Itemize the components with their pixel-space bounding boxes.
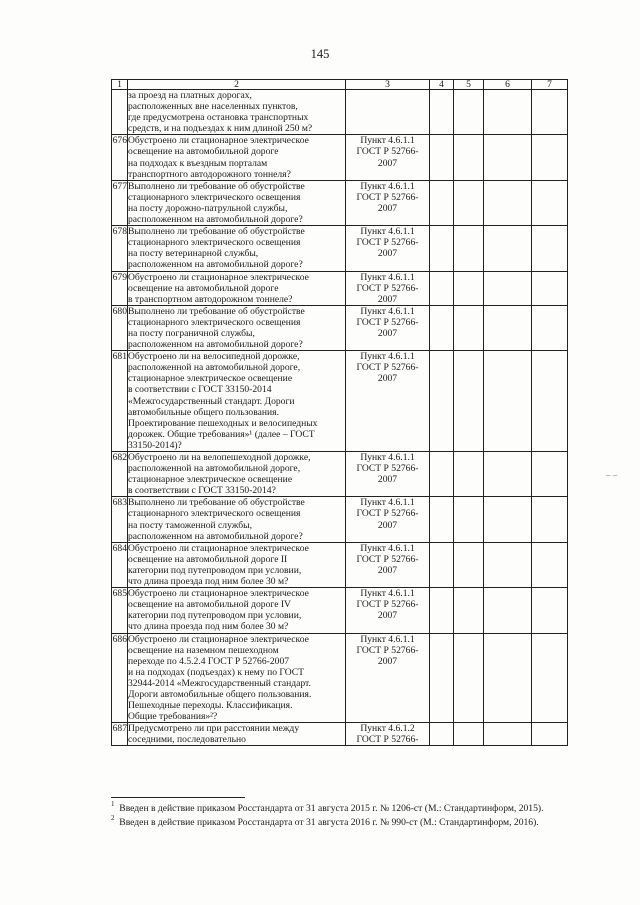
table-row xyxy=(112,588,568,633)
reference-cell xyxy=(346,452,430,497)
question-cell xyxy=(128,135,346,180)
question-line: 32944-2014 «Межгосударственный стандарт. xyxy=(128,677,311,689)
question-line: расположенном на автомобильной дороге? xyxy=(128,214,303,226)
question-line: на посту ветеринарной службы, xyxy=(128,248,259,260)
question-line: в соответствии с ГОСТ 33150-2014? xyxy=(128,485,276,497)
answer-cell-col-5[interactable] xyxy=(454,633,484,723)
question-line: стационарное электрическое освещение xyxy=(128,373,293,385)
question-line: автомобильные общего пользования. xyxy=(128,406,279,418)
question-line: Обустроено ли стационарное электрическое xyxy=(128,271,309,283)
answer-cell-col-5[interactable] xyxy=(454,180,484,225)
column-header: 2 xyxy=(128,80,346,90)
reference-cell xyxy=(346,271,430,305)
answer-cell-col-7[interactable] xyxy=(532,180,568,225)
row-number: 681 xyxy=(112,351,128,452)
row-number: 687 xyxy=(112,723,128,746)
answer-cell-col-7[interactable] xyxy=(532,633,568,723)
question-line: стационарного электрического освещения xyxy=(128,191,301,203)
question-line: стационарное электрическое освещение xyxy=(128,474,293,486)
column-header: 3 xyxy=(346,80,430,90)
edge-mark: – – xyxy=(606,470,618,480)
reference-line: ГОСТ Р 52766- xyxy=(356,237,419,249)
reference-line: 2007 xyxy=(377,293,398,305)
answer-cell-col-5[interactable] xyxy=(454,305,484,350)
reference-line: 2007 xyxy=(377,474,398,486)
answer-cell-col-4[interactable] xyxy=(430,135,454,180)
answer-cell-col-4[interactable] xyxy=(430,90,454,135)
question-cell xyxy=(128,90,346,135)
answer-cell-col-7[interactable] xyxy=(532,497,568,542)
answer-cell-col-6[interactable] xyxy=(484,180,532,225)
reference-line: 2007 xyxy=(377,202,398,214)
reference-line: 2007 xyxy=(377,655,398,667)
question-line: на подходах к въездным порталам xyxy=(128,157,268,169)
question-line: на посту таможенной службы, xyxy=(128,519,252,531)
reference-cell xyxy=(346,226,430,271)
table-row xyxy=(112,452,568,497)
question-cell xyxy=(128,723,346,746)
answer-cell-col-5[interactable] xyxy=(454,135,484,180)
question-line: Дороги автомобильные общего пользования. xyxy=(128,688,312,700)
reference-cell xyxy=(346,542,430,587)
answer-cell-col-6[interactable] xyxy=(484,588,532,633)
reference-line: 2007 xyxy=(377,327,398,339)
table-row xyxy=(112,271,568,305)
question-cell xyxy=(128,271,346,305)
reference-line: Пункт 4.6.1.1 xyxy=(360,305,415,317)
row-number: 684 xyxy=(112,542,128,587)
reference-cell xyxy=(346,135,430,180)
footnote-text: Введен в действие приказом Росстандарта от 31 августа 2015 г. № 1206-ст (М.: Стандартинформ, 2015). xyxy=(119,803,544,815)
question-line: Обустроено ли стационарное электрическое xyxy=(128,633,309,645)
row-number: 679 xyxy=(112,271,128,305)
reference-line: 2007 xyxy=(377,248,398,260)
checklist-table xyxy=(111,79,568,746)
answer-cell-col-4[interactable] xyxy=(430,588,454,633)
answer-cell-col-7[interactable] xyxy=(532,452,568,497)
reference-cell xyxy=(346,497,430,542)
reference-line: ГОСТ Р 52766- xyxy=(356,282,419,294)
table-row xyxy=(112,723,568,746)
reference-line: 2007 xyxy=(377,564,398,576)
question-line: Выполнено ли требование об обустройстве xyxy=(128,180,305,192)
footnote-mark: 2 xyxy=(111,814,115,822)
question-line: расположенной на автомобильной дороге, xyxy=(128,362,301,374)
column-header: 1 xyxy=(112,80,128,90)
question-line: стационарного электрического освещения xyxy=(128,237,301,249)
answer-cell-col-5[interactable] xyxy=(454,588,484,633)
row-number: 676 xyxy=(112,135,128,180)
question-cell xyxy=(128,226,346,271)
reference-line: Пункт 4.6.1.1 xyxy=(360,542,415,554)
footnote-text: Введен в действие приказом Росстандарта от 31 августа 2016 г. № 990-ст (М.: Стандартинформ, 2016). xyxy=(119,817,539,829)
row-number: 683 xyxy=(112,497,128,542)
reference-line: Пункт 4.6.1.1 xyxy=(360,497,415,509)
answer-cell-col-5[interactable] xyxy=(454,351,484,452)
answer-cell-col-5[interactable] xyxy=(454,452,484,497)
reference-line: ГОСТ Р 52766- xyxy=(356,508,419,520)
answer-cell-col-4[interactable] xyxy=(430,542,454,587)
column-header: 4 xyxy=(430,80,454,90)
answer-cell-col-5[interactable] xyxy=(454,90,484,135)
question-cell xyxy=(128,452,346,497)
row-number xyxy=(112,90,128,135)
answer-cell-col-6[interactable] xyxy=(484,723,532,746)
question-line: Предусмотрено ли при расстоянии между xyxy=(128,723,300,735)
header-row xyxy=(112,80,568,90)
answer-cell-col-6[interactable] xyxy=(484,351,532,452)
question-line: стационарного электрического освещения xyxy=(128,508,301,520)
reference-line: 2007 xyxy=(377,519,398,531)
reference-line: ГОСТ Р 52766- xyxy=(356,191,419,203)
question-line: соседними, последовательно xyxy=(128,734,246,746)
footnote-divider xyxy=(111,797,245,798)
question-line: на посту пограничной службы, xyxy=(128,327,255,339)
question-line: Общие требования»²? xyxy=(128,711,218,723)
footnote-mark: 1 xyxy=(111,800,115,808)
question-line: категории под путепроводом при условии, xyxy=(128,610,302,622)
answer-cell-col-7[interactable] xyxy=(532,305,568,350)
reference-line: Пункт 4.6.1.1 xyxy=(360,452,415,463)
question-line: «Межгосударственный стандарт. Дороги xyxy=(128,395,295,407)
answer-cell-col-6[interactable] xyxy=(484,90,532,135)
reference-cell xyxy=(346,305,430,350)
answer-cell-col-7[interactable] xyxy=(532,542,568,587)
footnote-1 xyxy=(111,801,544,814)
reference-line: Пункт 4.6.1.1 xyxy=(360,588,415,600)
question-line: на посту дорожно-патрульной службы, xyxy=(128,202,288,214)
question-line: категории под путепроводом при условии, xyxy=(128,564,302,576)
reference-line: 2007 xyxy=(377,157,398,169)
reference-line: ГОСТ Р 52766- xyxy=(356,734,419,746)
reference-line: ГОСТ Р 52766- xyxy=(356,644,419,656)
table-row xyxy=(112,542,568,587)
table-row xyxy=(112,180,568,225)
answer-cell-col-6[interactable] xyxy=(484,633,532,723)
question-line: освещение на автомобильной дороге xyxy=(128,282,279,294)
reference-cell xyxy=(346,180,430,225)
question-line: и на подходах (подъездах) к нему по ГОСТ xyxy=(128,666,305,678)
reference-line: Пункт 4.6.1.1 xyxy=(360,135,415,147)
reference-line: ГОСТ Р 52766- xyxy=(356,463,419,475)
question-line: Обустроено ли стационарное электрическое xyxy=(128,135,309,147)
reference-line: Пункт 4.6.1.1 xyxy=(360,180,415,192)
answer-cell-col-4[interactable] xyxy=(430,351,454,452)
question-line: освещение на автомобильной дороге xyxy=(128,146,279,158)
reference-cell xyxy=(346,351,430,452)
reference-cell xyxy=(346,633,430,723)
reference-cell xyxy=(346,723,430,746)
answer-cell-col-7[interactable] xyxy=(532,271,568,305)
answer-cell-col-4[interactable] xyxy=(430,723,454,746)
table-row xyxy=(112,90,568,135)
row-number: 680 xyxy=(112,305,128,350)
question-line: Обустроено ли стационарное электрическое xyxy=(128,542,309,554)
question-line: переходе по 4.5.2.4 ГОСТ Р 52766-2007 xyxy=(128,655,290,667)
question-cell xyxy=(128,633,346,723)
answer-cell-col-5[interactable] xyxy=(454,723,484,746)
reference-line: 2007 xyxy=(377,373,398,385)
answer-cell-col-4[interactable] xyxy=(430,497,454,542)
page-number: 145 xyxy=(310,47,330,61)
answer-cell-col-6[interactable] xyxy=(484,135,532,180)
reference-line: ГОСТ Р 52766- xyxy=(356,599,419,611)
column-header: 7 xyxy=(532,80,568,90)
column-header: 5 xyxy=(454,80,484,90)
answer-cell-col-4[interactable] xyxy=(430,271,454,305)
question-line: расположенном на автомобильной дороге? xyxy=(128,259,303,271)
answer-cell-col-6[interactable] xyxy=(484,305,532,350)
question-cell xyxy=(128,305,346,350)
row-number: 682 xyxy=(112,452,128,497)
question-line: дорожек. Общие требования»¹ (далее – ГОСТ xyxy=(128,428,315,440)
question-cell xyxy=(128,351,346,452)
table-row xyxy=(112,351,568,452)
reference-line: ГОСТ Р 52766- xyxy=(356,362,419,374)
answer-cell-col-4[interactable] xyxy=(430,226,454,271)
question-line: Выполнено ли требование об обустройстве xyxy=(128,305,305,317)
question-cell xyxy=(128,180,346,225)
answer-cell-col-7[interactable] xyxy=(532,351,568,452)
question-line: что длина проезда под ним более 30 м? xyxy=(128,621,289,633)
answer-cell-col-5[interactable] xyxy=(454,271,484,305)
answer-cell-col-4[interactable] xyxy=(430,452,454,497)
footnote-2 xyxy=(111,815,539,828)
table-row xyxy=(112,497,568,542)
answer-cell-col-5[interactable] xyxy=(454,226,484,271)
reference-line: ГОСТ Р 52766- xyxy=(356,146,419,158)
answer-cell-col-6[interactable] xyxy=(484,497,532,542)
reference-line: Пункт 4.6.1.1 xyxy=(360,351,415,363)
answer-cell-col-7[interactable] xyxy=(532,90,568,135)
question-line: освещение на автомобильной дороге II xyxy=(128,553,288,565)
question-line: 33150-2014)? xyxy=(128,439,182,451)
answer-cell-col-6[interactable] xyxy=(484,542,532,587)
question-line: освещение на автомобильной дороге IV xyxy=(128,599,291,611)
question-line: стационарного электрического освещения xyxy=(128,316,301,328)
answer-cell-col-7[interactable] xyxy=(532,723,568,746)
question-line: в соответствии с ГОСТ 33150-2014 xyxy=(128,384,272,396)
table-row xyxy=(112,135,568,180)
answer-cell-col-7[interactable] xyxy=(532,588,568,633)
question-line: расположенном на автомобильной дороге? xyxy=(128,530,303,542)
answer-cell-col-5[interactable] xyxy=(454,497,484,542)
table-row xyxy=(112,633,568,723)
row-number: 677 xyxy=(112,180,128,225)
row-number: 678 xyxy=(112,226,128,271)
question-line: Пешеходные переходы. Классификация. xyxy=(128,700,293,712)
reference-cell xyxy=(346,90,430,135)
reference-line: Пункт 4.6.1.1 xyxy=(360,271,415,283)
question-line: Обустроено ли на велопешеходной дорожке, xyxy=(128,452,311,463)
reference-line: Пункт 4.6.1.1 xyxy=(360,226,415,238)
table-row xyxy=(112,226,568,271)
reference-line: Пункт 4.6.1.2 xyxy=(360,723,415,735)
question-cell xyxy=(128,588,346,633)
reference-line: 2007 xyxy=(377,610,398,622)
question-line: Обустроено ли на велосипедной дорожке, xyxy=(128,351,300,363)
answer-cell-col-6[interactable] xyxy=(484,452,532,497)
question-line: где предусмотрена остановка транспортных xyxy=(128,112,309,124)
reference-line: ГОСТ Р 52766- xyxy=(356,553,419,565)
question-line: Выполнено ли требование об обустройстве xyxy=(128,226,305,238)
row-number: 686 xyxy=(112,633,128,723)
table-row xyxy=(112,305,568,350)
question-line: что длина проезда под ним более 30 м? xyxy=(128,576,289,588)
answer-cell-col-6[interactable] xyxy=(484,271,532,305)
question-line: Проектирование пешеходных и велосипедных xyxy=(128,417,318,429)
reference-line: ГОСТ Р 52766- xyxy=(356,316,419,328)
answer-cell-col-7[interactable] xyxy=(532,135,568,180)
answer-cell-col-4[interactable] xyxy=(430,633,454,723)
question-line: в транспортном автодорожном тоннеле? xyxy=(128,293,293,305)
question-line: транспортного автодорожного тоннеля? xyxy=(128,168,291,180)
question-line: освещение на наземном пешеходном xyxy=(128,644,279,656)
answer-cell-col-7[interactable] xyxy=(532,226,568,271)
answer-cell-col-4[interactable] xyxy=(430,305,454,350)
reference-line: Пункт 4.6.1.1 xyxy=(360,633,415,645)
question-line: за проезд на платных дорогах, xyxy=(128,90,252,101)
answer-cell-col-4[interactable] xyxy=(430,180,454,225)
question-line: Выполнено ли требование об обустройстве xyxy=(128,497,305,509)
answer-cell-col-6[interactable] xyxy=(484,226,532,271)
reference-cell xyxy=(346,588,430,633)
question-line: Обустроено ли стационарное электрическое xyxy=(128,588,309,600)
column-header: 6 xyxy=(484,80,532,90)
question-cell xyxy=(128,542,346,587)
row-number: 685 xyxy=(112,588,128,633)
question-line: средств, и на подъездах к ним длиной 250 м? xyxy=(128,123,313,135)
question-line: расположенном на автомобильной дороге? xyxy=(128,339,303,351)
question-line: расположенных вне населенных пунктов, xyxy=(128,101,298,113)
question-cell xyxy=(128,497,346,542)
answer-cell-col-5[interactable] xyxy=(454,542,484,587)
question-line: расположенной на автомобильной дороге, xyxy=(128,463,301,475)
